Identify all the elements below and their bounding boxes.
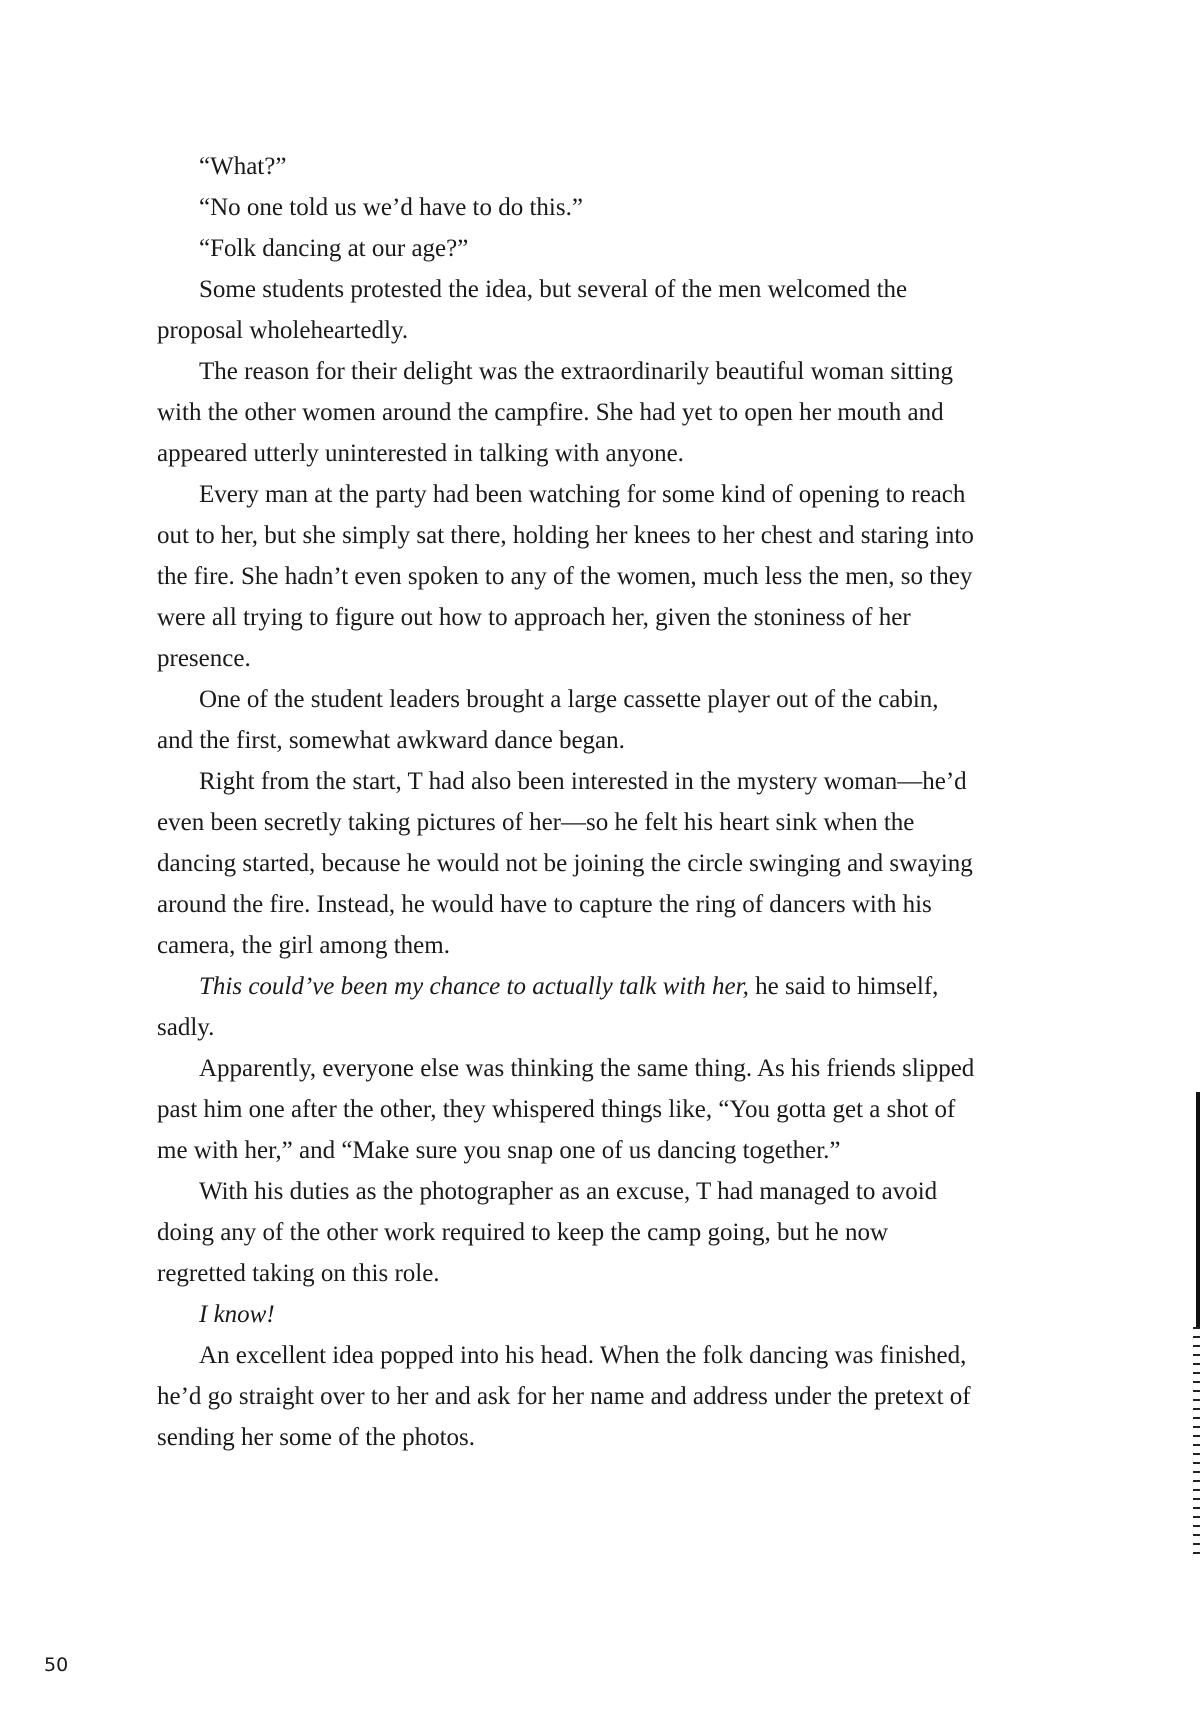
paragraph: The reason for their delight was the extraordinarily beautiful woman sitting with the other women around the campfire. She had yet to open her mouth and appeared utterly uninterested in talking with anyone.: [157, 358, 953, 467]
italic-thought: This could’ve been my chance to actually talk with her,: [199, 973, 749, 1000]
page-edge-marker: [1196, 1092, 1200, 1327]
body-text: [157, 146, 977, 1458]
paragraph: “No one told us we’d have to do this.”: [199, 194, 583, 221]
paragraph: Apparently, everyone else was thinking the same thing. As his friends slipped past him one after the other, they whispered things like, “You gotta get a shot of me with her,” and “Make sure you snap one of us dancing together.”: [157, 1055, 975, 1164]
paragraph: “What?”: [199, 153, 287, 180]
paragraph-text: he said to himself, sadly.: [157, 973, 939, 1041]
italic-thought: I know!: [199, 1301, 275, 1328]
paragraph: With his duties as the photographer as an excuse, T had managed to avoid doing any of the other work required to keep the camp going, but he now regretted taking on this role.: [157, 1178, 938, 1287]
paragraph: One of the student leaders brought a large cassette player out of the cabin, and the first, somewhat awkward dance began.: [157, 686, 939, 754]
paragraph: “Folk dancing at our age?”: [199, 235, 469, 262]
paragraph-thought: [157, 1294, 977, 1335]
page-edge-ticks: [1193, 1327, 1200, 1557]
paragraph: Right from the start, T had also been interested in the mystery woman—he’d even been secretly taking pictures of her—so he felt his heart sink when the dancing started, because he would not be joining the circle swinging and swaying around the fire. Instead, he would have to capture the ring of dancers with his camera, the girl among them.: [157, 768, 973, 959]
page-number: 50: [44, 1654, 69, 1676]
paragraph-with-thought: [157, 966, 977, 1048]
paragraph: Some students protested the idea, but several of the men welcomed the proposal wholeheartedly.: [157, 276, 908, 344]
paragraph: An excellent idea popped into his head. When the folk dancing was finished, he’d go straight over to her and ask for her name and address under the pretext of sending her some of the photos.: [157, 1342, 971, 1451]
paragraph: Every man at the party had been watching for some kind of opening to reach out to her, but she simply sat there, holding her knees to her chest and staring into the fire. She hadn’t even spoken to any of the women, much less the men, so they were all trying to figure out how to approach her, given the stoniness of her presence.: [157, 481, 974, 672]
